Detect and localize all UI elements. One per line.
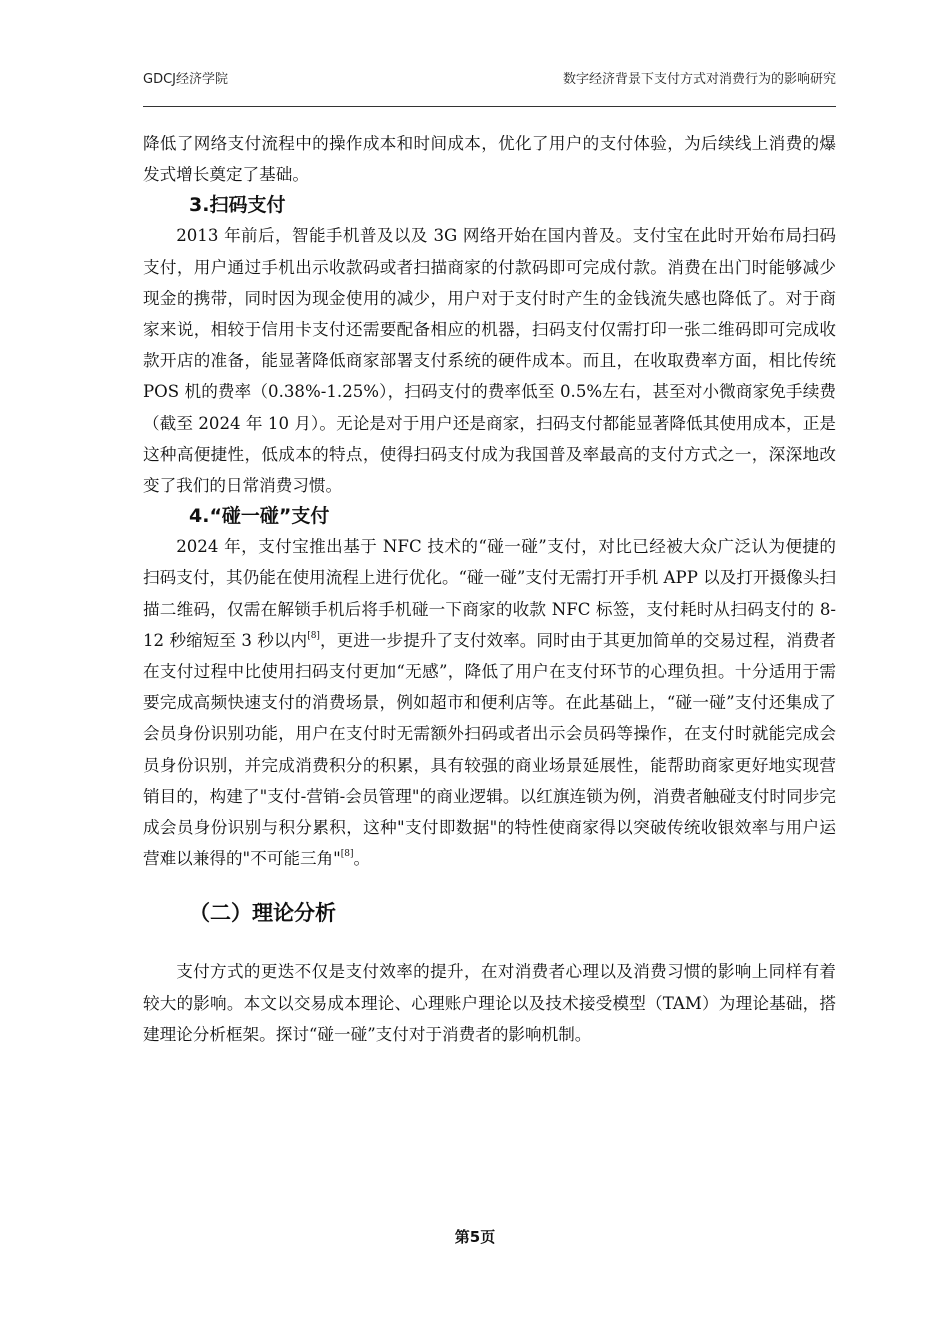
page-body (143, 128, 836, 1050)
running-header (143, 66, 836, 88)
heading-nfc-payment: 4.“碰一碰”支付 (189, 505, 330, 528)
heading-scan-payment: 3.扫码支付 (189, 194, 286, 217)
header-school: GDCJ经济学院 (143, 72, 228, 87)
paragraph-intro: 降低了网络支付流程中的操作成本和时间成本，优化了用户的支付体验，为后续线上消费的爆发式增长奠定了基础。 (143, 134, 836, 185)
page-number: 第5页 (454, 1228, 496, 1246)
header-thesis-title: 数字经济背景下支付方式对消费行为的影响研究 (562, 72, 836, 87)
paragraph-scan-payment: 2013 年前后，智能手机普及以及 3G 网络开始在国内普及。支付宝在此时开始布局扫码支付，用户通过手机出示收款码或者扫描商家的付款码即可完成付款。消费在出门时能够减少现金的携带，同时因为现金使用的减少，用户对于支付时产生的金钱流失感也降低了。对于商家来说，相较于信用卡支付还需要配备相应的机器，扫码支付仅需打印一张二维码即可完成收款开店的准备，能显著降低商家部署支付系统的硬件成本。而且，在收取费率方面，相比传统 POS 机的费率（0.38%-1.25%），扫码支付的费率低至 0.5%左右，甚至对小微商家免手续费（截至 2024 年 10 月）。无论是对于用户还是商家，扫码支付都能显著降低其使用成本，正是这种高便捷性，低成本的特点，使得扫码支付成为我国普及率最高的支付方式之一，深深地改变了我们的日常消费习惯。 (143, 226, 836, 496)
header-divider (143, 106, 836, 107)
paragraph-theory: 支付方式的更迭不仅是支付效率的提升，在对消费者心理以及消费习惯的影响上同样有着较大的影响。本文以交易成本理论、心理账户理论以及技术接受模型（TAM）为理论基础，搭建理论分析框架。探讨“碰一碰”支付对于消费者的影响机制。 (143, 962, 836, 1044)
nfc-text-part2: ，更进一步提升了支付效率。同时由于其更加简单的交易过程，消费者在支付过程中比使用扫码支付更加“无感”，降低了用户在支付环节的心理负担。十分适用于需要完成高频快速支付的消费场景，例如超市和便利店等。在此基础上，“碰一碰”支付还集成了会员身份识别功能，用户在支付时无需额外扫码或者出示会员码等操作，在支付时就能完成会员身份识别，并完成消费积分的积累，具有较强的商业场景延展性，能帮助商家更好地实现营销目的，构建了"支付-营销-会员管理"的商业逻辑。以红旗连锁为例，消费者触碰支付时同步完成会员身份识别与积分累积，这种"支付即数据"的特性使商家得以突破传统收银效率与用户运营难以兼得的"不可能三角" (143, 630, 836, 869)
nfc-text-end: 。 (353, 849, 371, 869)
citation-ref-1: [8] (307, 630, 320, 641)
paragraph-nfc-payment (143, 531, 836, 874)
heading-theory-analysis: （二）理论分析 (189, 901, 336, 926)
citation-ref-2: [8] (340, 849, 354, 860)
nfc-text-part1: 2024 年，支付宝推出基于 NFC 技术的“碰一碰”支付，对比已经被大众广泛认为便捷的扫码支付，其仍能在使用流程上进行优化。“碰一碰”支付无需打开手机 APP 以及打开摄像头扫描二维码，仅需在解锁手机后将手机碰一下商家的收款 NFC 标签，支付耗时从扫码支付的 8-12 秒缩短至 3 秒以内 (143, 537, 836, 650)
